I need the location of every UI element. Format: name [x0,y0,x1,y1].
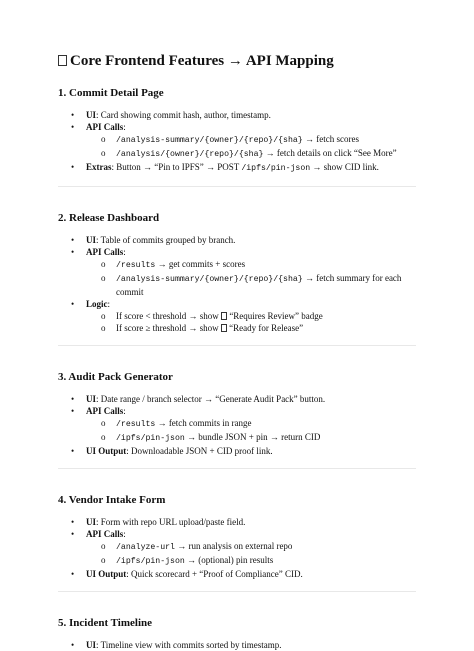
section-list [58,639,416,651]
list-item-api-calls: • API Calls: o /results → fetch commits in range o /ipfs/pin-json → bundle JSON + pin → return CID [86,405,416,445]
api-call-item: o /ipfs/pin-json → (optional) pin results [116,554,416,568]
list-item-extras: • Extras: Button → “Pin to IPFS” → POST /ipfs/pin-json → show CID link. [86,161,416,175]
section-heading: 4. Vendor Intake Form [58,494,166,506]
api-call-list [86,133,416,161]
list-item-ui: • UI: Timeline view with commits sorted by timestamp. [86,639,416,651]
list-item-logic: • Logic: o If score < threshold → show “Requires Review” badge o If score ≥ threshold → show “Ready for Release” [86,298,416,334]
list-item-ui: • UI: Date range / branch selector → “Generate Audit Pack” button. [86,393,416,405]
list-item-api-calls: • API Calls: o /results → get commits + scores o /analysis-summary/{owner}/{repo}/{sha} → fetch summary for each commit [86,246,416,298]
section-vendor-intake-form [58,493,416,580]
api-call-item: o /results → fetch commits in range [116,417,416,431]
section-heading: 2. Release Dashboard [58,212,160,224]
section-release-dashboard [58,211,416,334]
logic-item: o If score ≥ threshold → show “Ready for Release” [116,322,416,334]
section-list [58,516,416,580]
logic-list [86,310,416,334]
section-heading: 1. Commit Detail Page [58,87,164,99]
section-divider [58,468,416,469]
list-item-api-calls: • API Calls: o /analyze-url → run analysis on external repo o /ipfs/pin-json → (optional) pin results [86,528,416,568]
api-call-item: o /analyze-url → run analysis on external repo [116,540,416,554]
api-call-list [86,258,416,298]
api-call-item: o /analysis-summary/{owner}/{repo}/{sha} → fetch scores [116,133,416,147]
api-call-list [86,540,416,568]
list-item-ui-output: • UI Output: Quick scorecard + “Proof of Compliance” CID. [86,568,416,580]
logic-item: o If score < threshold → show “Requires Review” badge [116,310,416,322]
section-list [58,109,416,175]
section-audit-pack-generator [58,370,416,457]
section-heading: 3. Audit Pack Generator [58,371,173,383]
api-call-list [86,417,416,445]
list-item-api-calls: • API Calls: o /analysis-summary/{owner}/{repo}/{sha} → fetch scores o /analysis/{owner}/{repo}/{sha} → fetch details on click “See More” [86,121,416,161]
section-commit-detail-page [58,86,416,175]
list-item-ui: • UI: Table of commits grouped by branch. [86,234,416,246]
api-call-item: o /results → get commits + scores [116,258,416,272]
section-divider [58,345,416,346]
list-item-ui: • UI: Form with repo URL upload/paste field. [86,516,416,528]
list-item-ui: • UI: Card showing commit hash, author, timestamp. [86,109,416,121]
missing-glyph-icon [58,55,67,66]
section-incident-timeline [58,616,416,651]
section-divider [58,186,416,187]
api-call-item: o /analysis-summary/{owner}/{repo}/{sha} → fetch summary for each commit [116,272,416,298]
section-heading: 5. Incident Timeline [58,617,153,629]
api-call-item: o /analysis/{owner}/{repo}/{sha} → fetch details on click “See More” [116,147,416,161]
section-list [58,393,416,457]
section-divider [58,591,416,592]
page-title: Core Frontend Features → API Mapping [58,52,416,70]
api-call-item: o /ipfs/pin-json → bundle JSON + pin → return CID [116,431,416,445]
list-item-ui-output: • UI Output: Downloadable JSON + CID proof link. [86,445,416,457]
section-list [58,234,416,334]
